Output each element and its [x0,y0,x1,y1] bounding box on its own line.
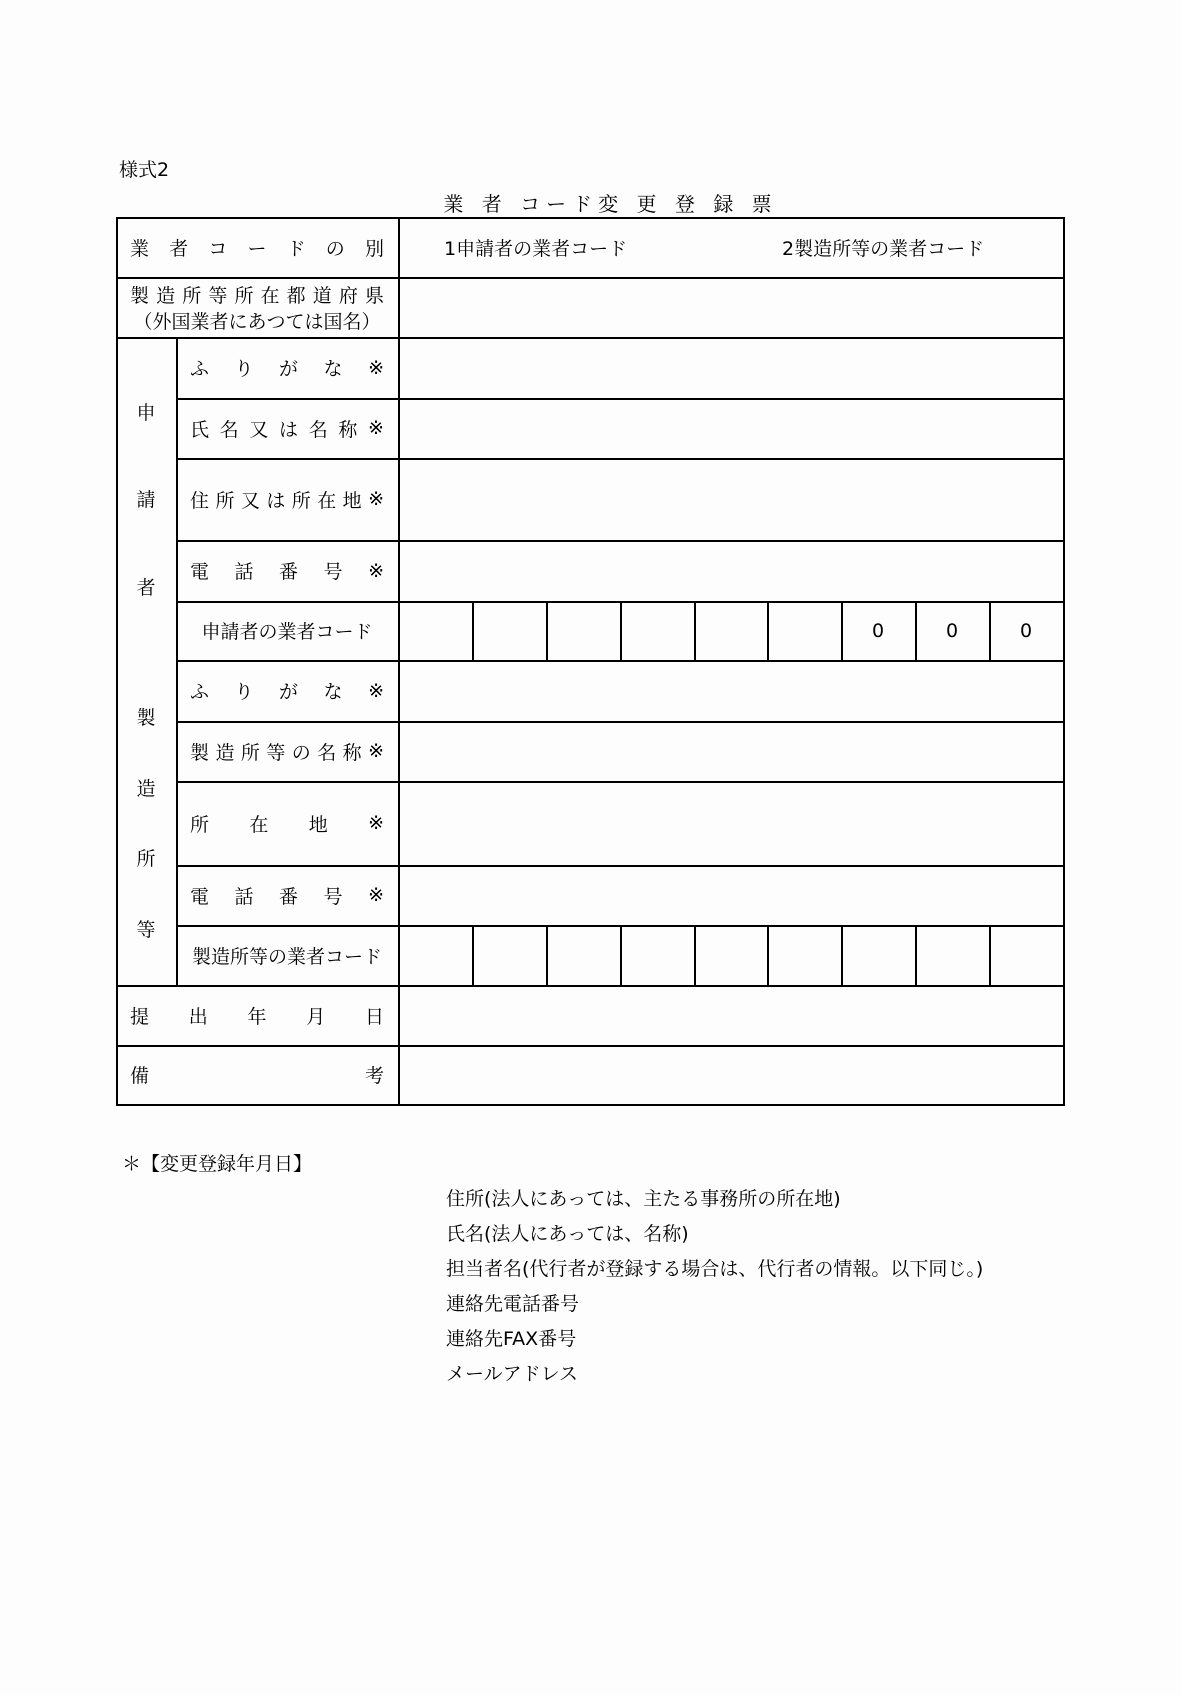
manufacturer-row-value[interactable] [398,781,1063,865]
label-char: 地 [308,813,328,836]
label-char: 所 [182,284,202,307]
label-char: ー [247,237,267,260]
manufacturer-group-label [116,660,176,985]
manufacturer-code-cell[interactable] [546,925,620,985]
document-title-text: 業 者 コード変 更 登 録 票 [443,192,778,216]
label-char: 名 [317,741,337,764]
label-char: の [291,741,311,764]
label-char: り [234,681,254,703]
document-title [0,188,1181,217]
label-char: 又 [249,418,269,441]
label-char: 電 [190,561,210,583]
label-char: の [325,237,345,260]
footer-item: 氏名(法人にあっては、名称) [446,1223,689,1245]
label-char: 道 [312,284,332,307]
label-char: ※ [368,417,384,439]
label-char: 府 [338,284,358,307]
applicant-group-label [116,337,176,660]
manufacturer-code-cell[interactable] [915,925,989,985]
label-char: が [279,681,299,703]
label-char: 番 [279,885,299,908]
label-char: な [323,681,343,703]
applicant-code-cell[interactable]: 0 [1019,619,1033,642]
label-char: 号 [323,561,343,583]
form-number: 様式2 [119,159,170,181]
label-char: 話 [234,885,254,908]
applicant-row-label [190,540,384,601]
applicant-code-label: 申請者の業者コード [201,621,373,643]
applicant-code-cell[interactable] [767,601,841,660]
label-char: ※ [368,740,384,762]
label-char: 等 [266,741,286,764]
manufacturer-code-cell[interactable] [694,925,768,985]
label-char: 称 [342,741,362,764]
manufacturer-row-label [190,781,384,865]
label-char: ※ [368,356,384,379]
label-char: 所 [190,813,210,836]
remarks-value[interactable] [398,1045,1063,1104]
label-char: 別 [364,237,384,260]
applicant-code-cell[interactable] [398,601,472,660]
footer-item: 連絡先電話番号 [446,1293,580,1315]
applicant-row-value[interactable] [398,337,1063,398]
manufacturer-code-cell[interactable] [472,925,546,985]
label-char: 造 [156,284,176,307]
label-char: 氏 [190,418,210,441]
applicant-code-cell[interactable]: 0 [871,619,885,642]
label-char: 造 [215,741,235,764]
footer-item: メールアドレス [446,1363,579,1385]
applicant-row-value[interactable] [398,458,1063,540]
group-label-char: 製 [136,707,156,730]
label-char: 所 [215,489,235,512]
location-label-line2: （外国業者にあつては国名） [133,310,381,333]
label-char: ※ [368,679,384,702]
label-char: ※ [368,559,384,582]
submission-date-label [130,985,384,1045]
label-char: ふ [190,358,210,380]
footer-item: 担当者名(代行者が登録する場合は、代行者の情報。以下同じ。) [446,1258,984,1280]
label-char: 話 [234,561,254,583]
table-rule [116,1104,1065,1106]
label-char: 等 [208,284,228,307]
label-char: 都 [286,284,306,307]
footer-item: 連絡先FAX番号 [446,1328,577,1350]
manufacturer-code-cell[interactable] [767,925,841,985]
manufacturer-code-cell[interactable] [620,925,694,985]
applicant-code-cell[interactable] [620,601,694,660]
label-char: 電 [190,885,210,908]
applicant-code-cell[interactable] [546,601,620,660]
group-label-char: 請 [136,489,156,511]
label-char: 考 [364,1065,384,1087]
group-label-char: 所 [136,848,156,871]
label-char: 業 [130,237,150,260]
label-char: 名 [219,418,239,441]
label-char: 地 [342,489,362,512]
applicant-row-label [190,398,384,458]
location-value[interactable] [398,277,1063,337]
label-char: 年 [247,1005,267,1028]
label-char: 出 [188,1005,208,1028]
applicant-row-label [190,337,384,398]
group-label-char: 造 [136,777,156,800]
label-char: 在 [260,284,280,307]
label-char: が [279,358,299,380]
applicant-code-cell[interactable]: 0 [945,619,959,642]
label-char: 又 [240,489,260,512]
label-char: 称 [338,418,358,441]
label-char: 所 [234,284,254,307]
footer-heading: ＊【変更登録年月日】 [122,1153,313,1175]
manufacturer-row-value[interactable] [398,660,1063,721]
option-manufacturer-code[interactable]: 2製造所等の業者コード [782,237,985,260]
label-char: ※ [368,884,384,906]
label-char: 所 [240,741,260,764]
manufacturer-row-label [190,721,384,781]
label-char: 提 [130,1005,150,1028]
location-label-line1 [130,279,384,309]
manufacturer-code-cell[interactable] [989,925,1063,985]
label-char: は [266,489,286,512]
option-applicant-code[interactable]: 1申請者の業者コード [444,237,628,260]
submission-date-value[interactable] [398,985,1063,1045]
label-char: 在 [317,489,337,512]
manufacturer-code-label: 製造所等の業者コード [191,945,382,968]
label-char: は [279,418,299,441]
label-char: 製 [130,284,150,307]
label-char: 者 [169,237,189,260]
manufacturer-row-label [190,660,384,721]
applicant-row-value[interactable] [398,540,1063,601]
label-char: な [323,358,343,380]
label-char: ※ [368,812,384,834]
manufacturer-code-cell[interactable] [398,925,472,985]
manufacturer-row-value[interactable] [398,721,1063,781]
group-label-char: 等 [136,918,156,941]
group-label-char: 者 [136,576,156,599]
manufacturer-row-value[interactable] [398,865,1063,925]
label-char: 備 [130,1065,150,1087]
remarks-label [130,1045,384,1104]
code-type-label [130,217,384,277]
label-char: 在 [249,813,269,836]
label-char: ふ [190,681,210,703]
applicant-row-value[interactable] [398,398,1063,458]
applicant-code-cell[interactable] [694,601,768,660]
label-char: コ [208,237,228,260]
label-char: 住 [190,489,210,512]
label-char: 製 [190,741,210,764]
applicant-row-label [190,458,384,540]
applicant-code-cell[interactable] [472,601,546,660]
label-char: 月 [306,1005,326,1028]
group-label-char: 申 [136,401,156,424]
label-char: ド [286,237,306,260]
manufacturer-row-label [190,865,384,925]
label-char: り [234,358,254,380]
footer-item: 住所(法人にあっては、主たる事務所の所在地) [446,1188,841,1210]
label-char: ※ [368,488,384,510]
label-char: 番 [279,561,299,583]
label-char: 所 [291,489,311,512]
label-char: 名 [308,418,328,441]
manufacturer-code-cell[interactable] [841,925,915,985]
label-char: 日 [364,1005,384,1028]
label-char: 号 [323,885,343,908]
label-char: 県 [364,284,384,307]
